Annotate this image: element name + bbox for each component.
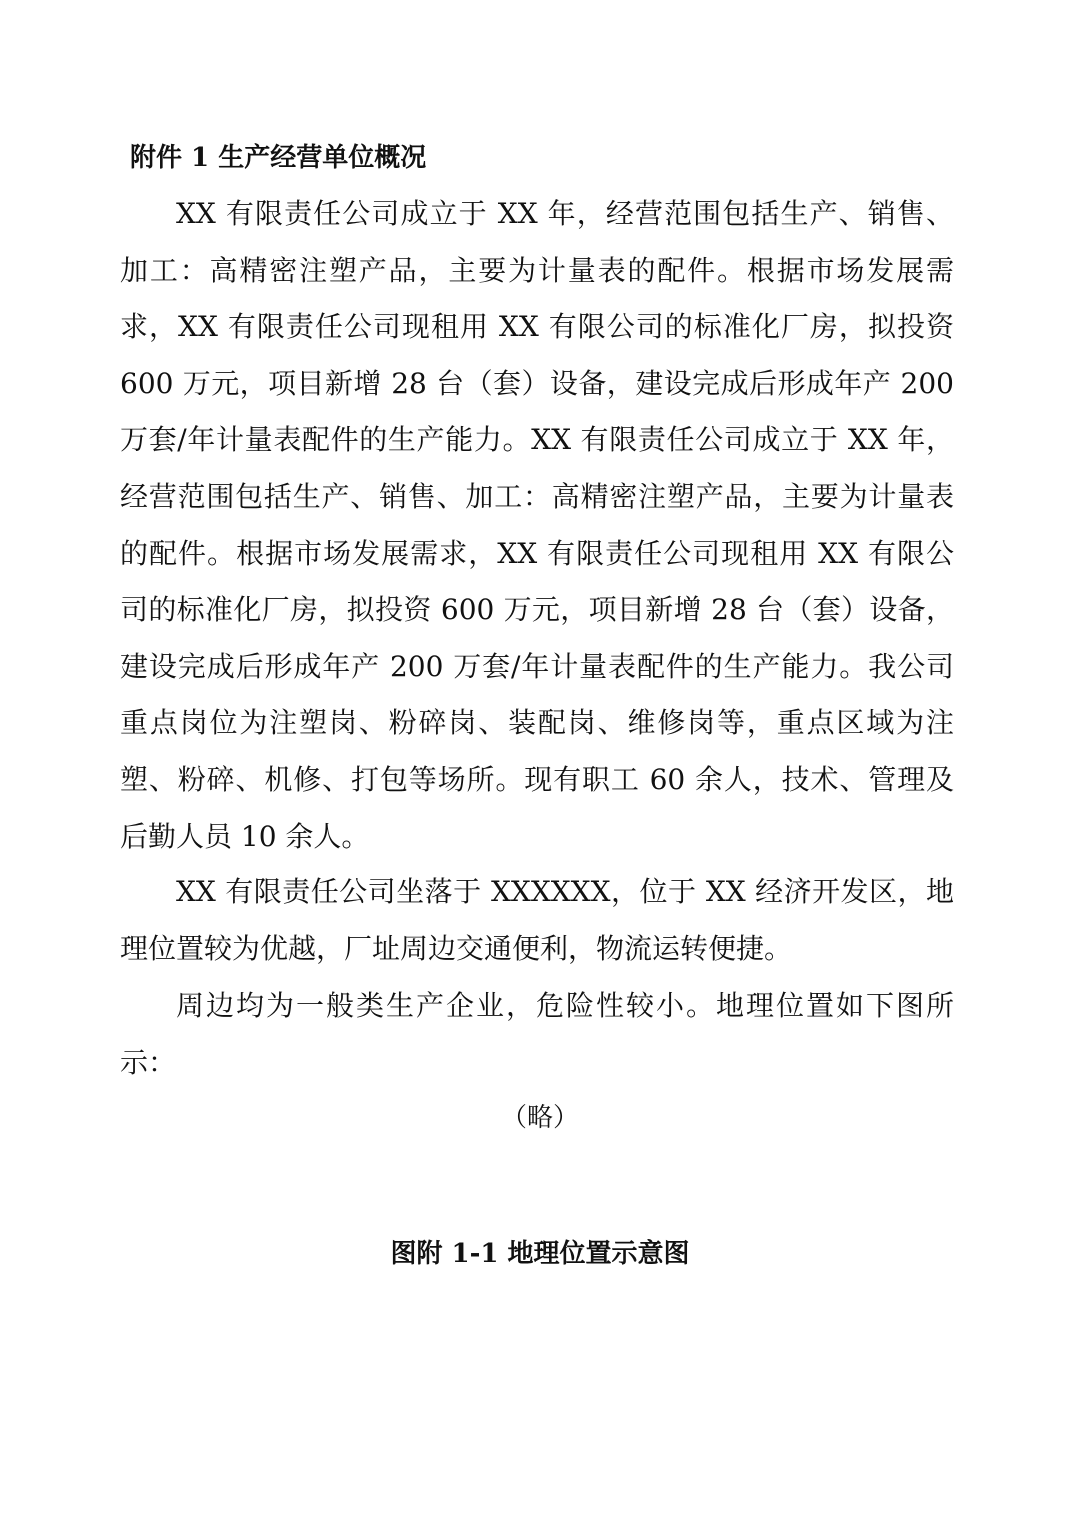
- location-paragraph: XX 有限责任公司坐落于 XXXXXX，位于 XX 经济开发区，地理位置较为优越，厂址周边交通便利，物流运转便捷。: [120, 875, 954, 965]
- figure-caption: 图附 1-1 地理位置示意图: [390, 1239, 690, 1269]
- company-overview-paragraph: XX 有限责任公司成立于 XX 年，经营范围包括生产、销售、加工：高精密注塑产品，主要为计量表的配件。根据市场发展需求，XX 有限责任公司现租用 XX 有限公司的标准化厂房，拟投资 600 万元，项目新增 28 台（套）设备，建设完成后形成年产 200 万套/年计量表配件的生产能力。XX 有限责任公司成立于 XX 年，经营范围包括生产、销售、加工：高精密注塑产品，主要为计量表的配件。根据市场发展需求，XX 有限责任公司现租用 XX 有限公司的标准化厂房，拟投资 600 万元，项目新增 28 台（套）设备，建设完成后形成年产 200 万套/年计量表配件的生产能力。我公司重点岗位为注塑岗、粉碎岗、装配岗、维修岗等，重点区域为注塑、粉碎、机修、打包等场所。现有职工 60 余人，技术、管理及后勤人员 10 余人。: [120, 197, 954, 853]
- section-heading: 附件 1 生产经营单位概况: [130, 143, 427, 173]
- figure-placeholder: （略）: [500, 1103, 579, 1133]
- surroundings-paragraph: 周边均为一般类生产企业，危险性较小。地理位置如下图所示：: [120, 989, 954, 1079]
